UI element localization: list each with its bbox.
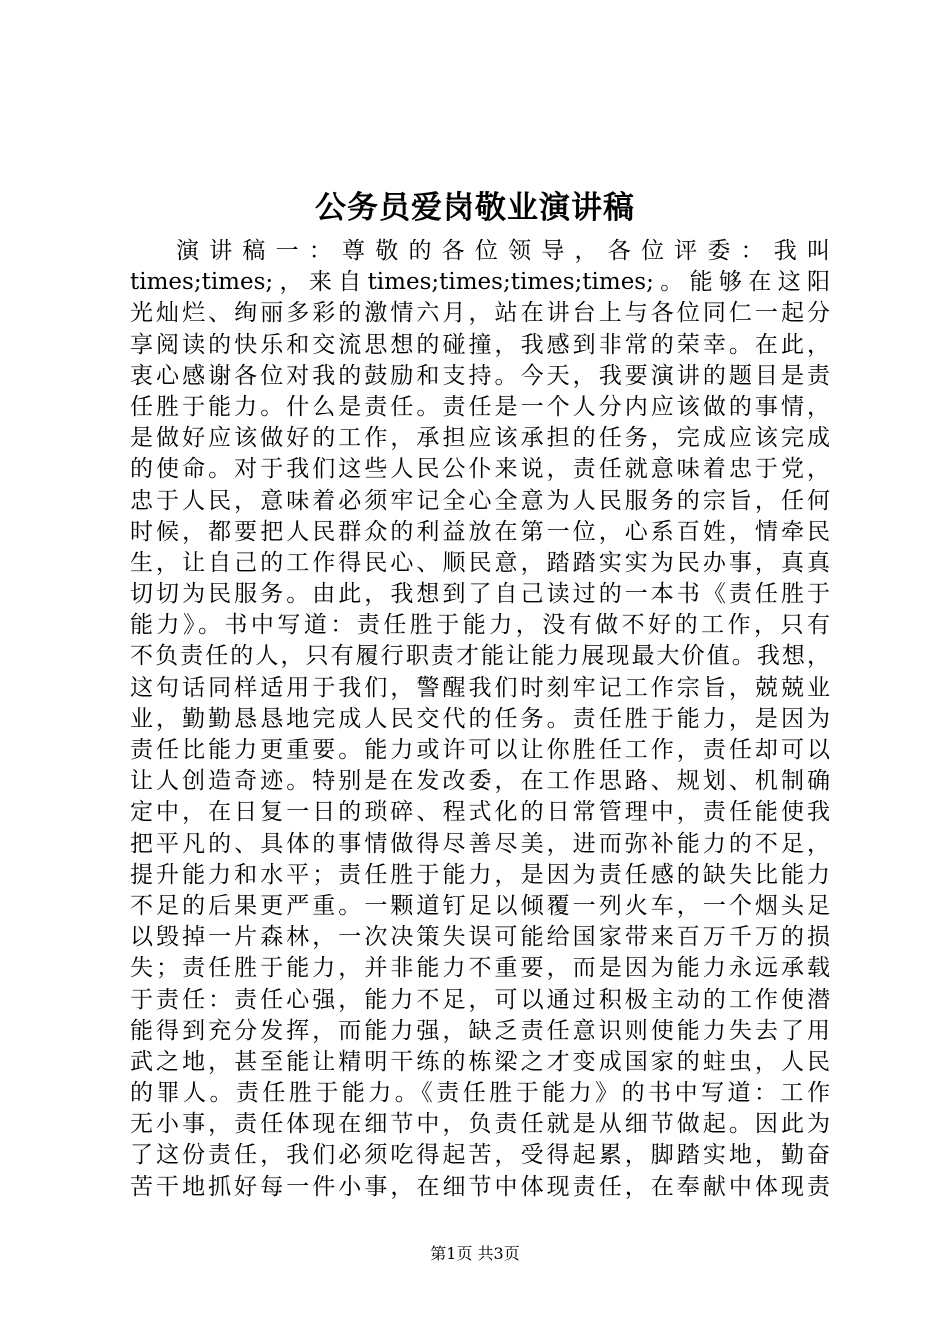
body-line: 责任比能力更重要。能力或许可以让你胜任工作，责任却可以 [130, 737, 830, 763]
body-line: 任胜于能力。什么是责任。责任是一个人分内应该做的事情， [130, 393, 830, 420]
body-line: 了这份责任，我们必须吃得起苦，受得起累，脚踏实地，勤奋 [130, 1142, 830, 1169]
body-line: 苦干地抓好每一件小事，在细节中体现责任，在奉献中体现责 [130, 1173, 830, 1200]
body-line: 业，勤勤恳恳地完成人民交代的任务。责任胜于能力，是因为 [130, 705, 830, 732]
body-line: 享阅读的快乐和交流思想的碰撞，我感到非常的荣幸。在此， [130, 331, 830, 358]
body-line: 忠于人民，意味着必须牢记全心全意为人民服务的宗旨，任何 [130, 487, 830, 514]
body-line: 不负责任的人，只有履行职责才能让能力展现最大价值。我想， [130, 643, 830, 670]
body-line: 的罪人。责任胜于能力。《责任胜于能力》的书中写道：工作 [130, 1080, 830, 1107]
body-line: 定中，在日复一日的琐碎、程式化的日常管理中，责任能使我 [130, 799, 830, 826]
body-line: 这句话同样适用于我们，警醒我们时刻牢记工作宗旨，兢兢业 [130, 674, 830, 701]
body-line: 的使命。对于我们这些人民公仆来说，责任就意味着忠于党， [130, 456, 830, 483]
body-line: 把平凡的、具体的事情做得尽善尽美，进而弥补能力的不足， [130, 830, 830, 857]
body-line: 时候，都要把人民群众的利益放在第一位，心系百姓，情牵民 [130, 518, 830, 545]
body-line: 演讲稿一：尊敬的各位领导，各位评委：我叫 [176, 238, 830, 264]
body-line: 以毁掉一片森林，一次决策失误可能给国家带来百万千万的损 [130, 924, 830, 951]
document-title: 公务员爱岗敬业演讲稿 [315, 190, 635, 226]
body-line: 能得到充分发挥，而能力强，缺乏责任意识则使能力失去了用 [130, 1017, 830, 1044]
body-line: 提升能力和水平；责任胜于能力，是因为责任感的缺失比能力 [130, 861, 830, 888]
body-line: times;times;，来自times;times;times;times;。能够在这阳 [130, 269, 830, 296]
body-line: 无小事，责任体现在细节中，负责任就是从细节做起。因此为 [130, 1111, 830, 1138]
body-line: 于责任：责任心强，能力不足，可以通过积极主动的工作使潜 [130, 986, 830, 1013]
body-line: 衷心感谢各位对我的鼓励和支持。今天，我要演讲的题目是责 [130, 362, 830, 389]
body-line: 光灿烂、绚丽多彩的激情六月，站在讲台上与各位同仁一起分 [130, 300, 830, 327]
body-line: 不足的后果更严重。一颗道钉足以倾覆一列火车，一个烟头足 [130, 892, 830, 919]
body-text [130, 236, 830, 1203]
body-line: 切切为民服务。由此，我想到了自己读过的一本书《责任胜于 [130, 581, 830, 608]
body-line: 生，让自己的工作得民心、顺民意，踏踏实实为民办事，真真 [130, 549, 830, 576]
page-number-footer: 第1页 共3页 [430, 1244, 520, 1263]
body-line: 失；责任胜于能力，并非能力不重要，而是因为能力永远承载 [130, 955, 830, 982]
body-line: 能力》。书中写道：责任胜于能力，没有做不好的工作，只有 [130, 612, 830, 639]
body-line: 让人创造奇迹。特别是在发改委，在工作思路、规划、机制确 [130, 768, 830, 795]
body-line: 武之地，甚至能让精明干练的栋梁之才变成国家的蛀虫，人民 [130, 1048, 830, 1075]
body-line: 是做好应该做好的工作，承担应该承担的任务，完成应该完成 [130, 425, 830, 452]
